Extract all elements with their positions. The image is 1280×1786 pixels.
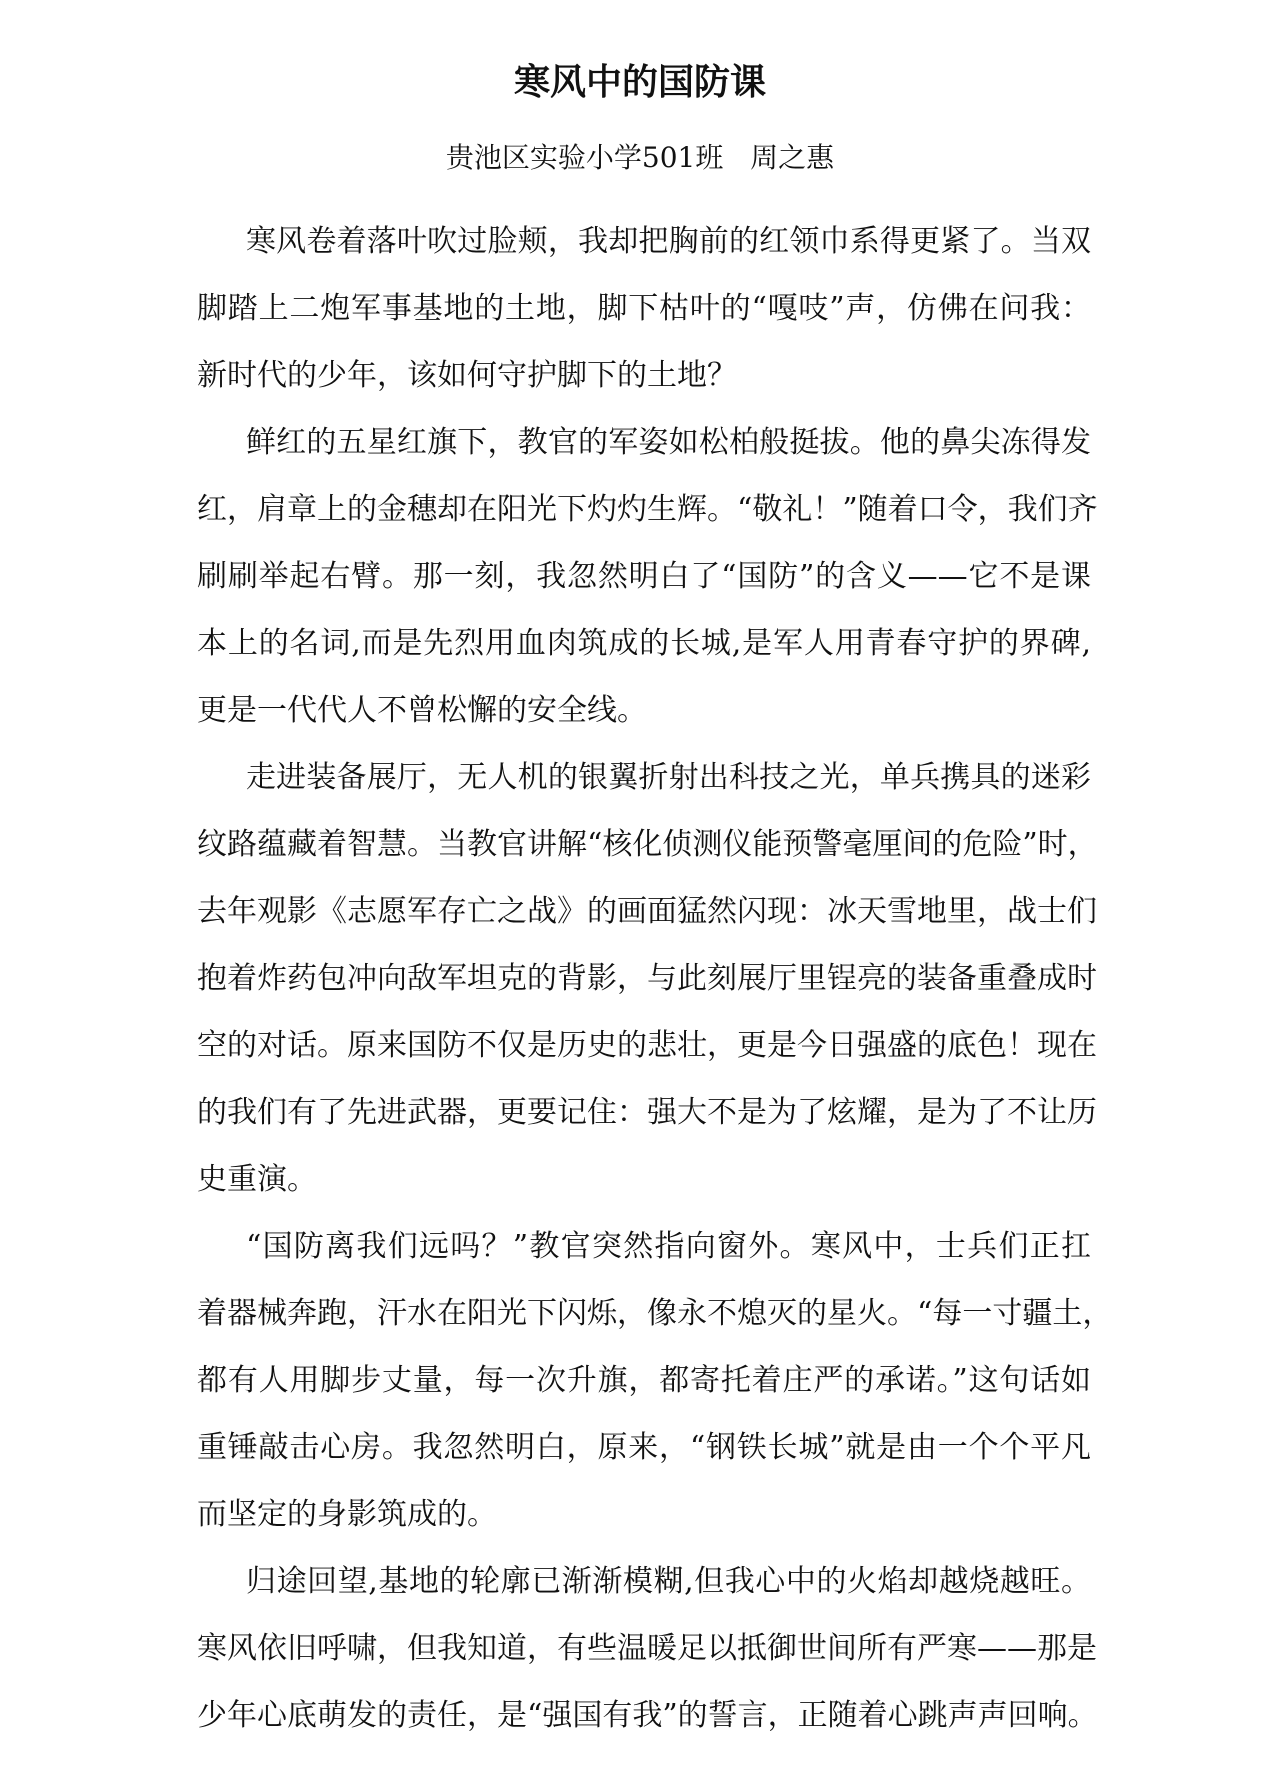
text-line: 少年心底萌发的责任，是“强国有我”的誓言，正随着心跳声声回响。 bbox=[197, 1698, 1098, 1733]
text-line: 去年观影《志愿军存亡之战》的画面猛然闪现：冰天雪地里，战士们 bbox=[197, 894, 1097, 929]
text-line: 刷刷举起右臂。那一刻，我忽然明白了“国防”的含义——它不是课 bbox=[197, 559, 1091, 594]
text-line: 走进装备展厅，无人机的银翼折射出科技之光，单兵携具的迷彩 bbox=[246, 760, 1091, 795]
text-line: 重锤敲击心房。我忽然明白，原来，“钢铁长城”就是由一个个平凡 bbox=[197, 1430, 1091, 1465]
text-line: 空的对话。原来国防不仅是历史的悲壮，更是今日强盛的底色！现在 bbox=[197, 1028, 1097, 1063]
text-line: 新时代的少年，该如何守护脚下的土地？ bbox=[197, 358, 737, 393]
text-line: 而坚定的身影筑成的。 bbox=[197, 1497, 497, 1532]
paragraph bbox=[197, 409, 1098, 744]
document-body bbox=[197, 208, 1113, 1749]
text-line: 脚踏上二炮军事基地的土地，脚下枯叶的“嘎吱”声，仿佛在问我： bbox=[197, 291, 1091, 326]
text-line: 寒风卷着落叶吹过脸颊，我却把胸前的红领巾系得更紧了。当双 bbox=[246, 224, 1091, 259]
text-line: 归途回望,基地的轮廓已渐渐模糊,但我心中的火焰却越烧越旺。 bbox=[246, 1564, 1091, 1599]
text-line: 纹路蕴藏着智慧。当教官讲解“核化侦测仪能预警毫厘间的危险”时， bbox=[197, 827, 1098, 862]
text-line: 着器械奔跑，汗水在阳光下闪烁，像永不熄灭的星火。“每一寸疆土， bbox=[197, 1296, 1113, 1331]
paragraph bbox=[197, 1548, 1098, 1749]
text-line: 更是一代代人不曾松懈的安全线。 bbox=[197, 693, 647, 728]
text-line: 本上的名词,而是先烈用血肉筑成的长城,是军人用青春守护的界碑, bbox=[197, 626, 1091, 661]
text-line: 的我们有了先进武器，更要记住：强大不是为了炫耀，是为了不让历 bbox=[197, 1095, 1097, 1130]
author-line: 贵池区实验小学501班 周之惠 bbox=[445, 141, 835, 174]
paragraph bbox=[197, 744, 1098, 1213]
text-line: “国防离我们远吗？”教官突然指向窗外。寒风中，士兵们正扛 bbox=[246, 1229, 1091, 1264]
text-line: 史重演。 bbox=[197, 1162, 317, 1197]
text-line: 抱着炸药包冲向敌军坦克的背影，与此刻展厅里锃亮的装备重叠成时 bbox=[197, 961, 1097, 996]
text-line: 鲜红的五星红旗下，教官的军姿如松柏般挺拔。他的鼻尖冻得发 bbox=[246, 425, 1091, 460]
text-line: 寒风依旧呼啸，但我知道，有些温暖足以抵御世间所有严寒——那是 bbox=[197, 1631, 1097, 1666]
text-line: 红，肩章上的金穗却在阳光下灼灼生辉。“敬礼！”随着口令，我们齐 bbox=[197, 492, 1098, 527]
paragraph bbox=[197, 208, 1091, 409]
paragraph bbox=[197, 1213, 1113, 1548]
document-title: 寒风中的国防课 bbox=[513, 62, 766, 103]
text-line: 都有人用脚步丈量，每一次升旗，都寄托着庄严的承诺。”这句话如 bbox=[197, 1363, 1091, 1398]
